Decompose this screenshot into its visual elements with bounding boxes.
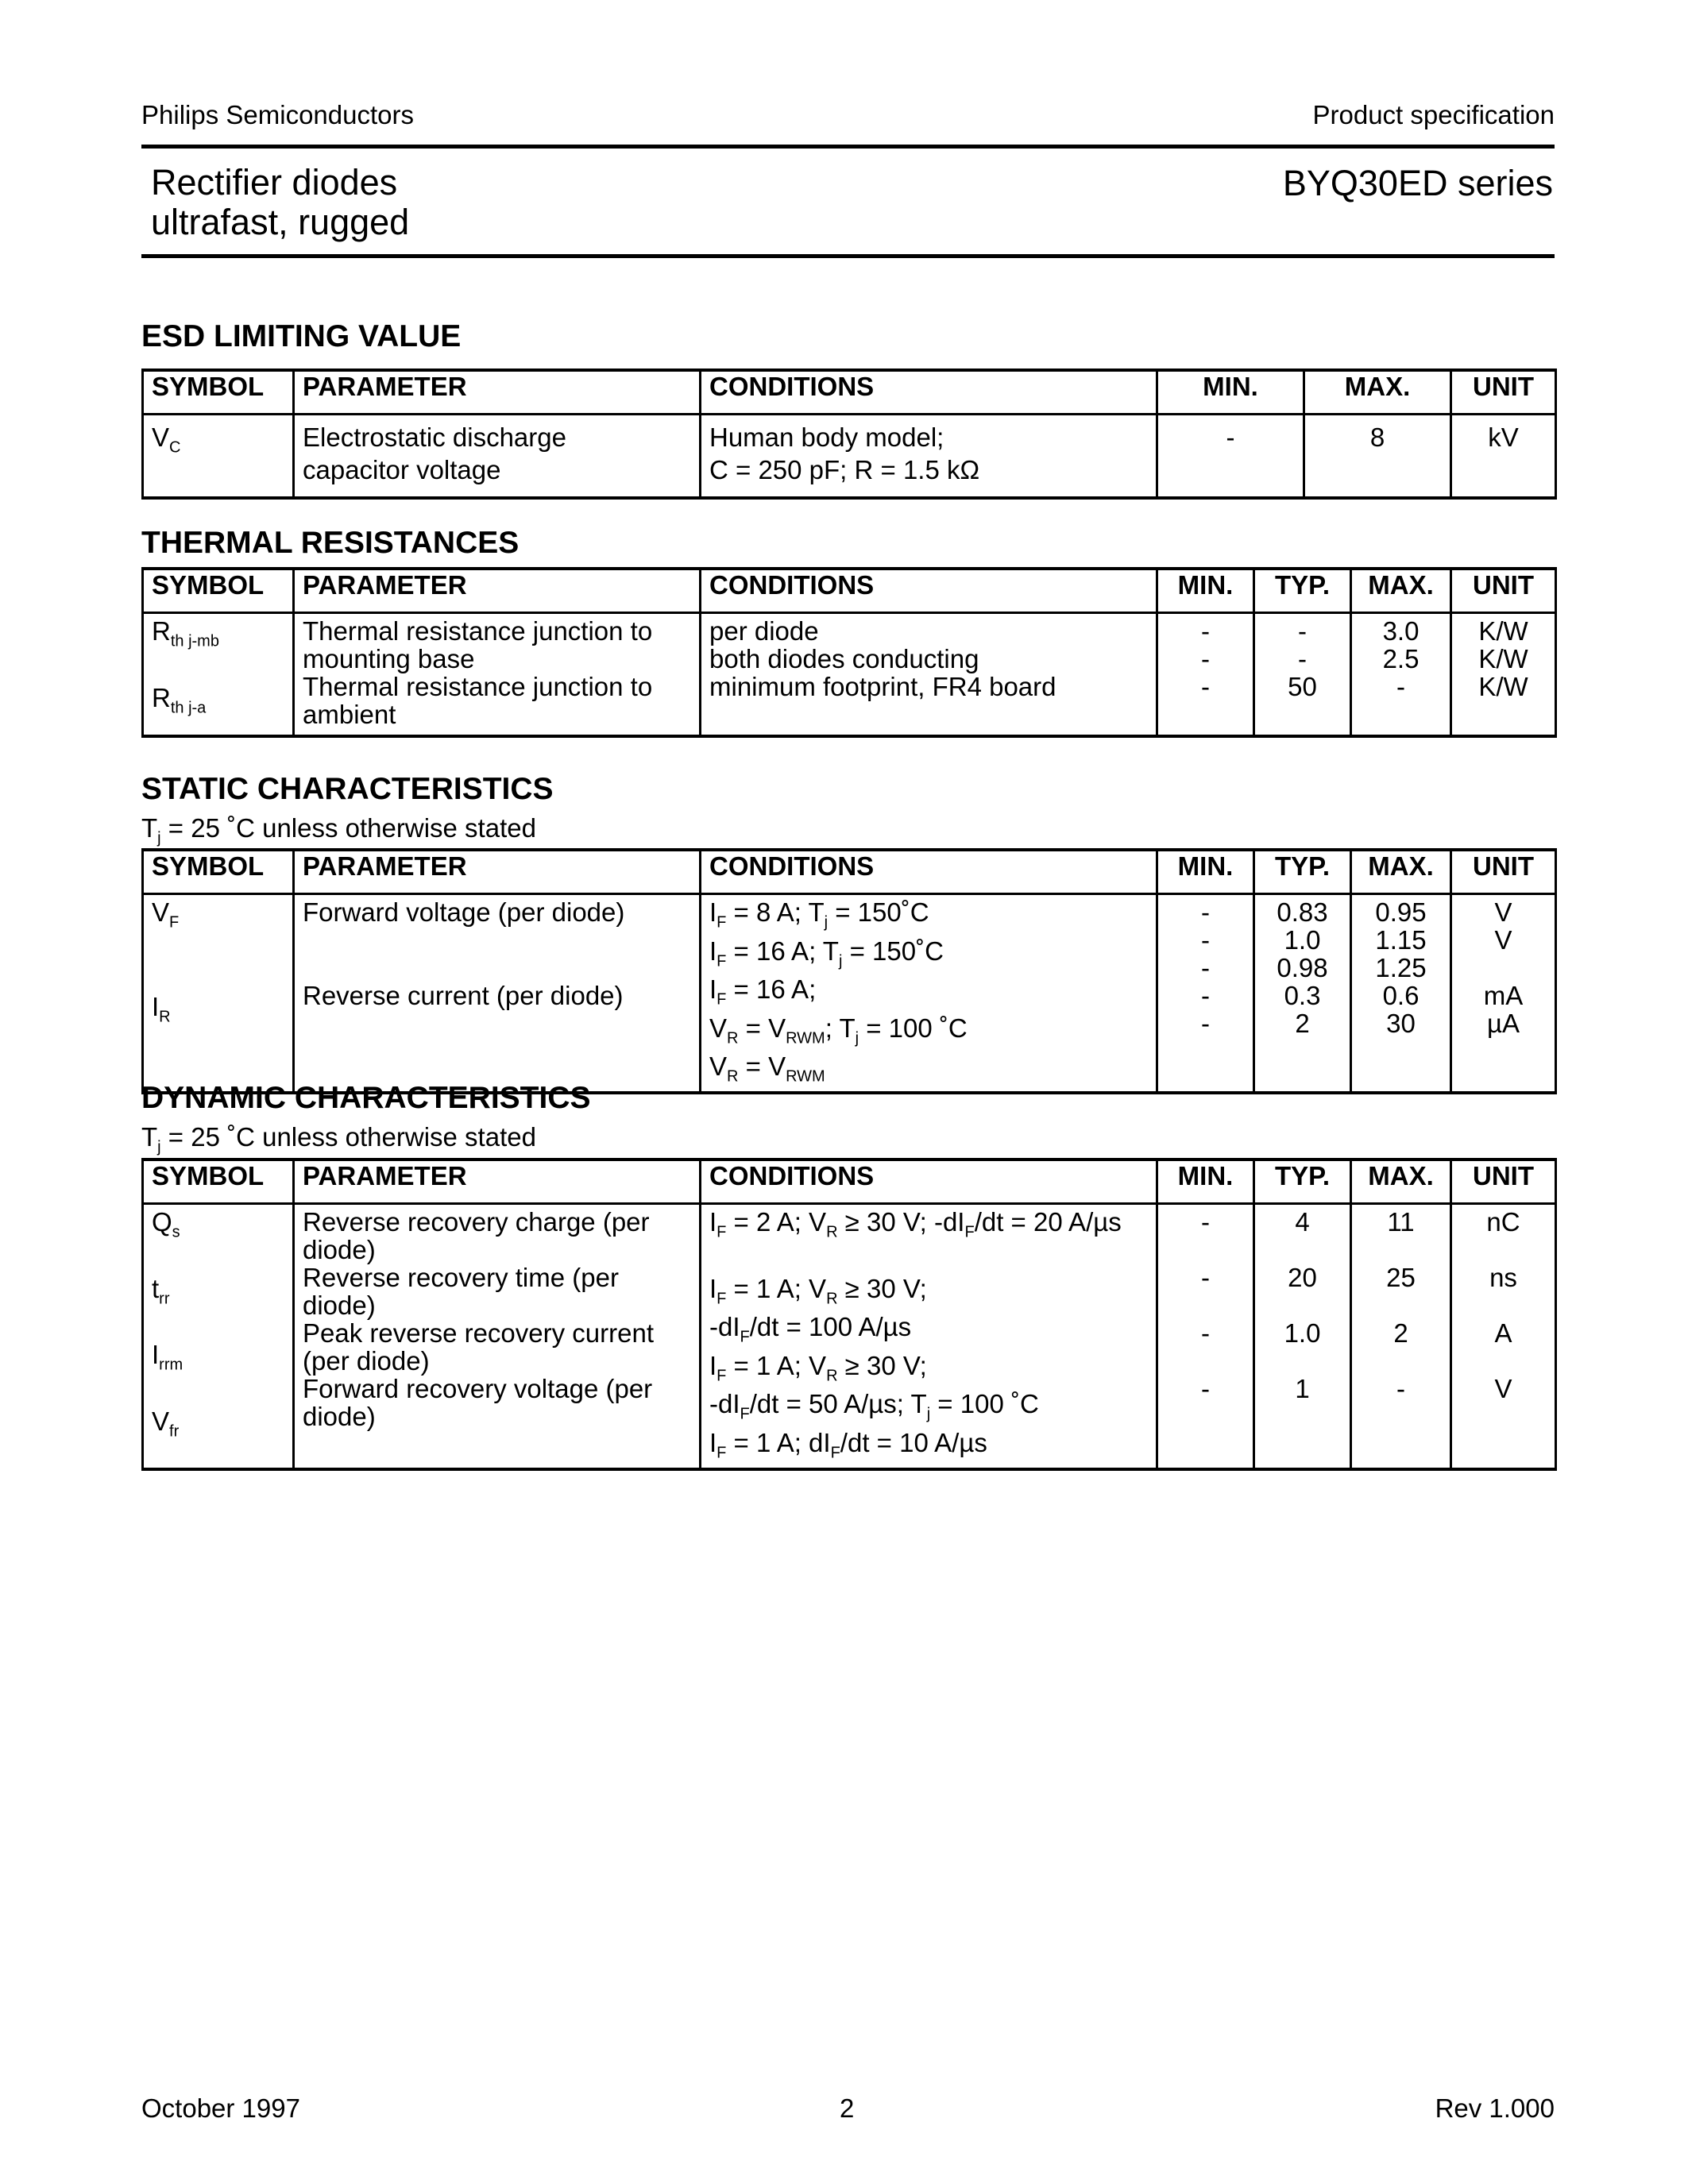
footer-revision: Rev 1.000 xyxy=(1435,2093,1555,2123)
static-table xyxy=(141,848,1557,1094)
col-max: MAX. xyxy=(1351,1160,1451,1204)
dynamic-heading: DYNAMIC CHARACTERISTICS xyxy=(141,1081,591,1115)
condition-line: $V_R = V_{RWM}$ xyxy=(709,1051,825,1086)
col-symbol: SYMBOL xyxy=(143,1160,294,1204)
col-symbol: SYMBOL xyxy=(143,569,294,613)
col-unit: UNIT xyxy=(1451,569,1556,613)
min-cell: - - - - - xyxy=(1157,894,1254,1093)
page-number: 2 xyxy=(840,2093,855,2123)
max-cell: 3.0 2.5 - xyxy=(1351,613,1451,737)
max-cell: 0.95 1.15 1.25 0.6 30 xyxy=(1351,894,1451,1093)
col-min: MIN. xyxy=(1157,569,1254,613)
conditions-cell xyxy=(701,894,1157,1093)
header-rule-bottom xyxy=(141,254,1555,258)
col-typ: TYP. xyxy=(1254,569,1351,613)
col-max: MAX. xyxy=(1351,850,1451,894)
col-min: MIN. xyxy=(1157,850,1254,894)
table-header-row xyxy=(143,569,1556,613)
typ-cell: 4 20 1.0 1 xyxy=(1254,1204,1351,1469)
min-cell: - xyxy=(1157,415,1304,499)
conditions-cell: per diode both diodes conducting minimum footprint, FR4 board xyxy=(701,613,1157,737)
symbol-cell: $V_C$ xyxy=(143,415,294,499)
title-line-1: Rectifier diodes xyxy=(151,162,398,203)
footer-date: October 1997 xyxy=(141,2093,300,2123)
condition-line: $I_F = 8$ A; $T_j$ = 150˚C xyxy=(709,897,929,932)
col-max: MAX. xyxy=(1304,370,1451,415)
col-typ: TYP. xyxy=(1254,1160,1351,1204)
col-min: MIN. xyxy=(1157,1160,1254,1204)
symbol-cell: $Q_s$ $t_{rr}$ $I_{rrm}$ $V_{fr}$ xyxy=(143,1204,294,1469)
unit-cell: kV xyxy=(1451,415,1556,499)
condition-line: $V_R = V_{RWM}$; $T_j = 100$ ˚C xyxy=(709,1013,968,1048)
table-header-row xyxy=(143,370,1556,415)
col-symbol: SYMBOL xyxy=(143,850,294,894)
min-cell: - - - xyxy=(1157,613,1254,737)
unit-cell: V V mA µA xyxy=(1451,894,1556,1093)
col-symbol: SYMBOL xyxy=(143,370,294,415)
col-parameter: PARAMETER xyxy=(294,850,701,894)
company-name: Philips Semiconductors xyxy=(141,100,414,129)
dynamic-table xyxy=(141,1158,1557,1471)
static-heading: STATIC CHARACTERISTICS xyxy=(141,772,554,806)
col-conditions: CONDITIONS xyxy=(701,370,1157,415)
unit-cell: K/W K/W K/W xyxy=(1451,613,1556,737)
col-parameter: PARAMETER xyxy=(294,370,701,415)
condition-line: $I_F = 1$ A; $V_R \ge 30$ V; xyxy=(709,1350,927,1385)
col-max: MAX. xyxy=(1351,569,1451,613)
condition-line: $I_F = 16$ A; xyxy=(709,974,817,1009)
conditions-cell: Human body model; C = 250 pF; R = 1.5 kΩ xyxy=(701,415,1157,499)
table-row xyxy=(143,1204,1556,1469)
condition-line: $I_F = 1$ A; $dI_F/dt = 10$ A/µs xyxy=(709,1427,987,1462)
max-cell: 8 xyxy=(1304,415,1451,499)
col-min: MIN. xyxy=(1157,370,1304,415)
condition-line: $-dI_F/dt = 50$ A/µs; $T_j = 100$ ˚C xyxy=(709,1389,1039,1423)
table-row xyxy=(143,415,1556,499)
document-type: Product specification xyxy=(1312,100,1555,129)
col-parameter: PARAMETER xyxy=(294,1160,701,1204)
table-header-row xyxy=(143,1160,1556,1204)
condition-line: $-dI_F/dt = 100$ A/µs xyxy=(709,1312,912,1346)
col-conditions: CONDITIONS xyxy=(701,1160,1157,1204)
dynamic-conditions-note: $T_j = 25$ ˚C unless otherwise stated xyxy=(141,1122,536,1156)
symbol-cell: $R_{th j-mb}$ $R_{th j-a}$ xyxy=(143,613,294,737)
conditions-cell xyxy=(701,1204,1157,1469)
parameter-cell: Reverse recovery charge (per diode) Reverse recovery time (per diode) Peak reverse recovery current (per diode) Forward recovery voltage (per diode) xyxy=(294,1204,701,1469)
typ-cell: 0.83 1.0 0.98 0.3 2 xyxy=(1254,894,1351,1093)
parameter-cell: Electrostatic discharge capacitor voltage xyxy=(294,415,701,499)
min-cell: - - - - xyxy=(1157,1204,1254,1469)
col-unit: UNIT xyxy=(1451,1160,1556,1204)
esd-heading: ESD LIMITING VALUE xyxy=(141,319,462,353)
table-row xyxy=(143,894,1556,1093)
parameter-cell: Forward voltage (per diode) Reverse current (per diode) xyxy=(294,894,701,1093)
col-unit: UNIT xyxy=(1451,850,1556,894)
symbol-cell: $V_F$ $I_R$ xyxy=(143,894,294,1093)
col-parameter: PARAMETER xyxy=(294,569,701,613)
max-cell: 11 25 2 - xyxy=(1351,1204,1451,1469)
product-title xyxy=(151,163,409,242)
thermal-heading: THERMAL RESISTANCES xyxy=(141,526,520,560)
condition-line: $I_F = 1$ A; $V_R \ge 30$ V; xyxy=(709,1273,927,1308)
part-number: BYQ30ED series xyxy=(1282,163,1553,203)
parameter-cell: Thermal resistance junction to mounting base Thermal resistance junction to ambient xyxy=(294,613,701,737)
col-unit: UNIT xyxy=(1451,370,1556,415)
esd-table xyxy=(141,369,1557,500)
col-conditions: CONDITIONS xyxy=(701,569,1157,613)
title-line-2: ultrafast, rugged xyxy=(151,202,410,242)
table-row xyxy=(143,613,1556,737)
typ-cell: - - 50 xyxy=(1254,613,1351,737)
condition-line: $I_F = 16$ A; $T_j$ = 150˚C xyxy=(709,936,944,970)
static-conditions-note: $T_j = 25$ ˚C unless otherwise stated xyxy=(141,813,536,847)
condition-line: $I_F = 2$ A; $V_R \ge 30$ V; $-dI_F/dt = 20$ A/µs xyxy=(709,1207,1122,1241)
thermal-table xyxy=(141,567,1557,738)
table-header-row xyxy=(143,850,1556,894)
unit-cell: nC ns A V xyxy=(1451,1204,1556,1469)
col-conditions: CONDITIONS xyxy=(701,850,1157,894)
col-typ: TYP. xyxy=(1254,850,1351,894)
header-rule-top xyxy=(141,145,1555,149)
